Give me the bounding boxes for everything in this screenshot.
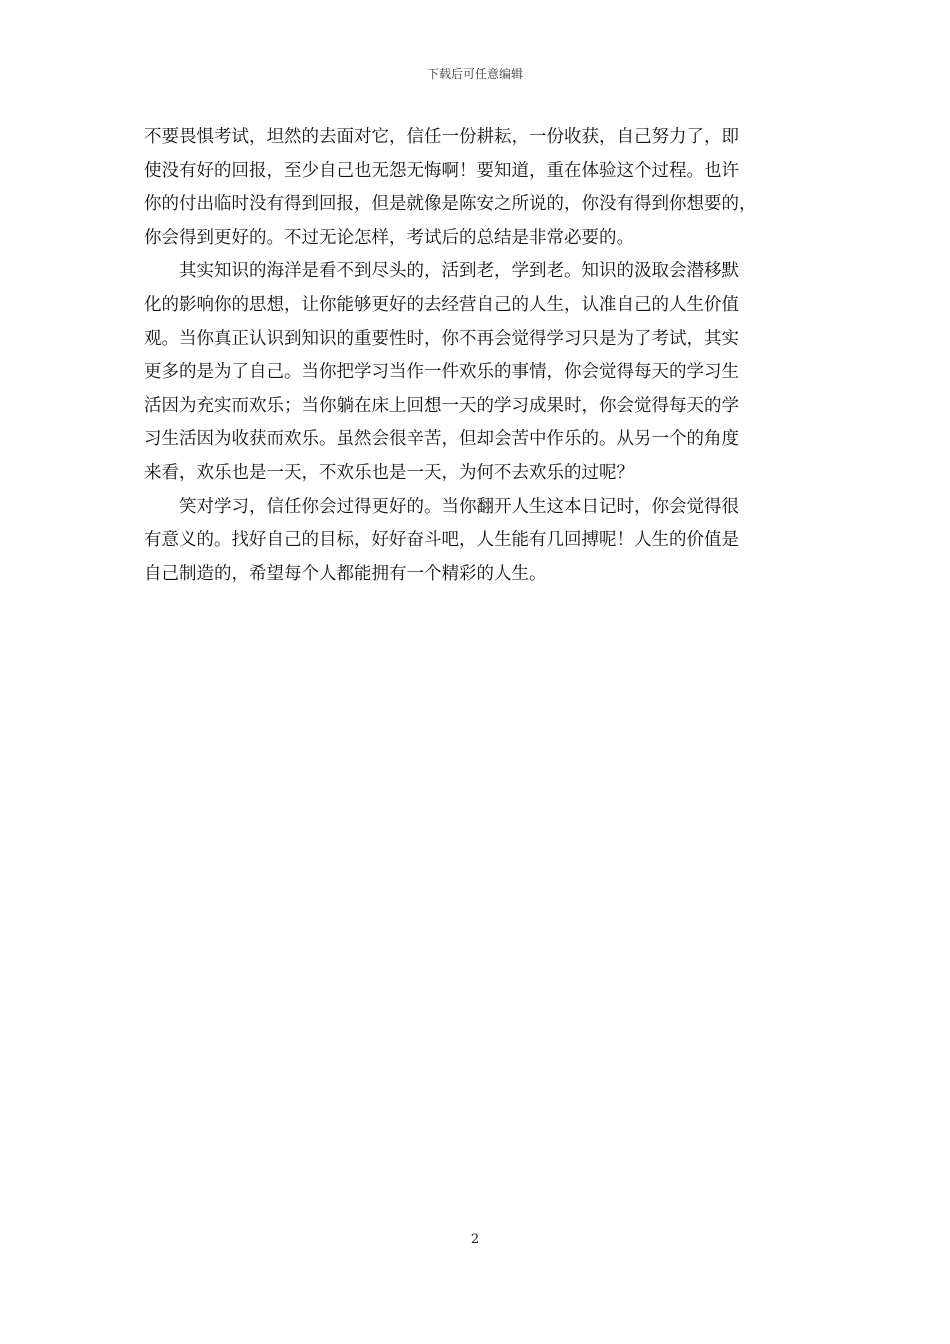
text-line: 习生活因为收获而欢乐。虽然会很辛苦，但却会苦中作乐的。从另一个的角度 — [144, 429, 739, 450]
paragraph-1 — [144, 121, 809, 255]
paragraph-2 — [144, 255, 809, 490]
text-line: 其实知识的海洋是看不到尽头的，活到老，学到老。知识的汲取会潜移默 — [144, 261, 739, 282]
text-line: 你的付出临时没有得到回报，但是就像是陈安之所说的，你没有得到你想要的， — [144, 194, 757, 215]
text-line: 更多的是为了自己。当你把学习当作一件欢乐的事情，你会觉得每天的学习生 — [144, 362, 739, 383]
text-line: 来看，欢乐也是一天，不欢乐也是一天，为何不去欢乐的过呢？ — [144, 462, 634, 483]
page-header: 下载后可任意编辑 — [426, 67, 523, 81]
text-line: 不要畏惧考试，坦然的去面对它，信任一份耕耘，一份收获，自己努力了，即 — [144, 127, 739, 147]
text-line: 你会得到更好的。不过无论怎样，考试后的总结是非常必要的。 — [144, 227, 634, 248]
text-line: 使没有好的回报，至少自己也无怨无悔啊！要知道，重在体验这个过程。也许 — [144, 160, 739, 181]
text-line: 化的影响你的思想，让你能够更好的去经营自己的人生，认准自己的人生价值 — [144, 294, 739, 315]
text-line: 自己制造的，希望每个人都能拥有一个精彩的人生。 — [144, 563, 547, 584]
page-number: 2 — [470, 1232, 480, 1247]
paragraph-3 — [144, 491, 809, 592]
text-line: 笑对学习，信任你会过得更好的。当你翻开人生这本日记时，你会觉得很 — [144, 496, 739, 517]
text-line: 有意义的。找好自己的目标，好好奋斗吧，人生能有几回搏呢！人生的价值是 — [144, 530, 739, 551]
document-body — [144, 121, 809, 591]
text-line: 活因为充实而欢乐；当你躺在床上回想一天的学习成果时，你会觉得每天的学 — [144, 395, 739, 416]
text-line: 观。当你真正认识到知识的重要性时，你不再会觉得学习只是为了考试，其实 — [144, 328, 739, 349]
